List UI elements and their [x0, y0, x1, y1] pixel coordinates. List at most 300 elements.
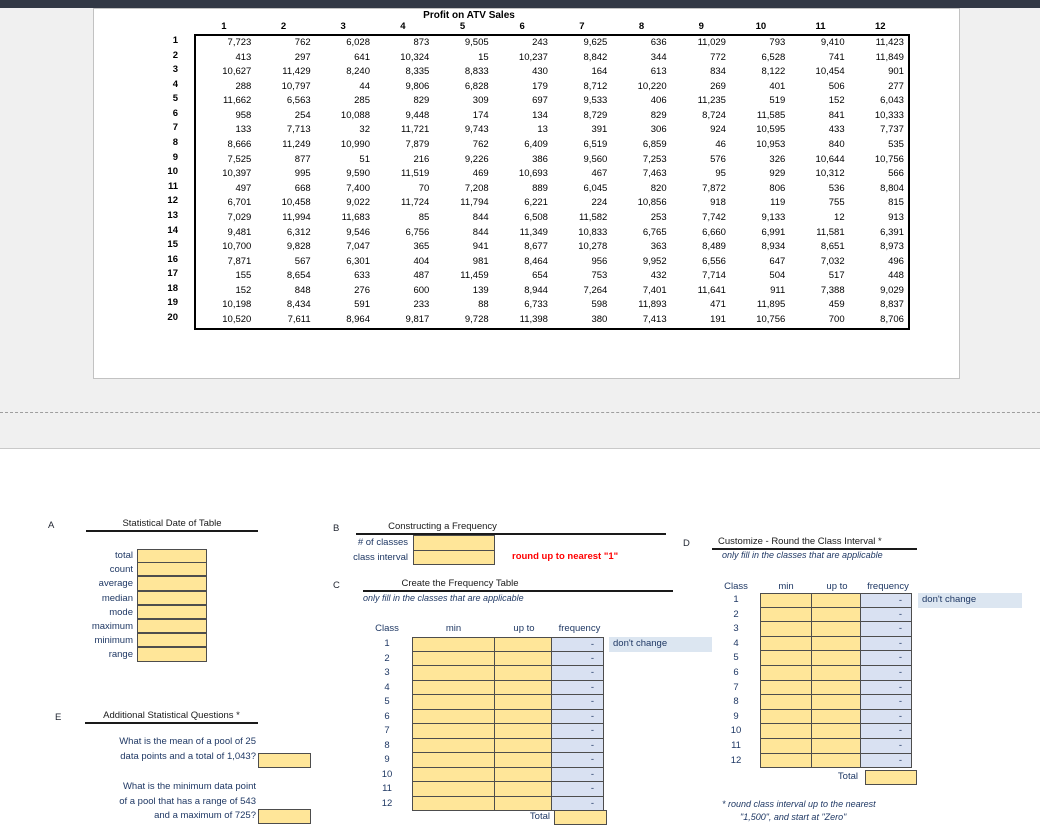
upto-input[interactable]	[811, 636, 861, 652]
main-table-cell: 7,388	[820, 284, 845, 296]
frequency-cell: -	[551, 767, 604, 783]
main-table-cell: 7,871	[227, 255, 252, 267]
main-table-cell: 10,856	[637, 197, 667, 209]
main-table-cell: 8,335	[405, 66, 430, 78]
main-table-cell: 413	[235, 51, 252, 63]
class-number: 6	[384, 710, 390, 722]
class-number: 8	[733, 696, 739, 708]
main-table-cell: 133	[235, 124, 252, 136]
question-1-line1: What is the mean of a pool of 25	[119, 736, 256, 747]
main-table-cell: 10,198	[222, 299, 252, 311]
upto-input[interactable]	[811, 723, 861, 739]
class-number: 5	[384, 696, 390, 707]
frequency-cell: -	[551, 651, 604, 667]
main-table-cell: 567	[294, 255, 311, 267]
upto-input[interactable]	[494, 709, 552, 725]
main-table-cell: 9,590	[346, 168, 370, 180]
row-header: 1	[172, 35, 178, 46]
main-table-cell: 8,964	[346, 313, 370, 325]
upto-input[interactable]	[811, 709, 861, 725]
main-table-cell: 51	[359, 153, 370, 165]
main-table-cell: 6,701	[227, 197, 252, 209]
main-table-cell: 504	[769, 270, 786, 282]
main-table-cell: 11,398	[519, 313, 548, 325]
main-data-table	[194, 34, 910, 330]
upto-input[interactable]	[494, 665, 552, 681]
min-input[interactable]	[760, 621, 812, 637]
min-input[interactable]	[760, 650, 812, 666]
main-table-cell: 11,029	[697, 37, 726, 48]
min-input[interactable]	[412, 651, 495, 667]
main-table-cell: 913	[888, 211, 904, 223]
main-table-cell: 9,133	[761, 211, 786, 223]
main-table-cell: 8,651	[820, 241, 845, 253]
main-table-cell: 9,743	[464, 124, 489, 136]
frequency-table-d-headers	[712, 581, 914, 592]
freq-class-row	[362, 637, 712, 652]
main-table-cell: 9,533	[583, 95, 608, 107]
main-table-row	[196, 153, 908, 168]
frequency-cell: -	[551, 723, 604, 739]
question-2-text	[60, 780, 256, 824]
freq-class-row	[712, 666, 1022, 681]
question-2-answer-input[interactable]	[258, 809, 311, 824]
main-table-cell: 829	[650, 109, 667, 121]
main-table-cell: 8,842	[583, 51, 608, 63]
upto-input[interactable]	[494, 680, 552, 696]
upto-input[interactable]	[494, 651, 552, 667]
min-input[interactable]	[760, 709, 812, 725]
main-table-cell: 430	[532, 66, 548, 78]
section-e-heading: Additional Statistical Questions *	[85, 710, 258, 724]
main-table-cell: 11,519	[400, 168, 430, 180]
freq-class-row	[362, 652, 712, 667]
section-d-heading: Customize - Round the Class Interval *	[718, 536, 882, 547]
min-input[interactable]	[412, 709, 495, 725]
stat-row	[40, 634, 207, 648]
main-table-cell: 233	[413, 299, 430, 311]
main-table-cell: 848	[294, 284, 311, 296]
d-total-cell	[865, 770, 917, 785]
main-table-cell: 9,817	[405, 313, 430, 325]
class-number: 10	[381, 768, 393, 780]
round-up-note: round up to nearest "1"	[512, 551, 619, 562]
min-input[interactable]	[412, 796, 495, 812]
main-table-cell: 633	[354, 270, 370, 282]
freq-class-row	[362, 739, 712, 754]
main-table-cell: 8,837	[880, 299, 904, 311]
frequency-cell: -	[860, 593, 912, 608]
num-classes-input[interactable]	[413, 535, 495, 551]
main-table-column-headers	[194, 21, 910, 32]
main-table-cell: 363	[650, 241, 667, 253]
main-table-cell: 7,032	[820, 255, 845, 267]
main-table-cell: 10,756	[874, 153, 904, 165]
class-number: 7	[384, 725, 390, 736]
frequency-cell: -	[551, 680, 604, 696]
main-table-cell: 11,585	[756, 109, 786, 121]
class-number: 11	[382, 783, 392, 794]
class-number: 9	[733, 710, 739, 722]
section-b-heading: Constructing a Frequency	[388, 521, 497, 532]
main-table-cell: 10,458	[281, 197, 311, 209]
main-table-cell: 815	[888, 197, 904, 209]
stat-row	[40, 648, 207, 662]
upto-input[interactable]	[494, 637, 552, 652]
main-table-cell: 668	[294, 182, 311, 194]
main-table-row	[196, 36, 908, 51]
stat-row	[40, 606, 207, 620]
main-table-cell: 297	[294, 51, 311, 63]
frequency-cell: -	[860, 709, 912, 725]
upto-input[interactable]	[811, 694, 861, 710]
row-header: 12	[167, 195, 178, 207]
stat-value-input[interactable]	[137, 619, 207, 633]
main-table-cell: 11,895	[756, 299, 786, 311]
upto-input[interactable]	[494, 694, 552, 710]
min-input[interactable]	[760, 607, 812, 623]
main-table-cell: 471	[710, 299, 726, 311]
main-table-cell: 9,546	[346, 226, 370, 238]
min-input[interactable]	[412, 680, 495, 696]
main-table-cell: 654	[532, 270, 548, 282]
main-table-cell: 9,828	[286, 241, 311, 253]
main-table-cell: 10,324	[400, 51, 430, 63]
main-table-cell: 6,733	[524, 299, 548, 311]
section-c-subheading: only fill in the classes that are applicable	[363, 593, 524, 603]
window-top-bar	[0, 0, 1040, 8]
main-table-cell: 11,849	[875, 51, 904, 63]
row-header: 16	[167, 253, 178, 265]
main-table-cell: 829	[413, 95, 430, 107]
row-header: 14	[167, 224, 178, 236]
row-header: 17	[167, 268, 178, 280]
main-table-cell: 344	[650, 51, 667, 63]
main-table-cell: 134	[532, 109, 548, 121]
section-d-letter: D	[683, 538, 690, 549]
column-header: min	[445, 623, 462, 634]
main-table-cell: 600	[413, 284, 430, 296]
frequency-cell: -	[551, 781, 604, 797]
main-table-cell: 11,994	[282, 211, 311, 223]
main-table-cell: 432	[650, 270, 667, 282]
upto-input[interactable]	[494, 752, 552, 768]
main-table-cell: 46	[715, 139, 726, 151]
question-2-line2: of a pool that has a range of 543	[119, 795, 256, 807]
min-input[interactable]	[760, 738, 812, 754]
main-table-cell: 386	[532, 153, 548, 165]
main-table-cell: 873	[413, 37, 430, 48]
frequency-cell: -	[860, 694, 912, 710]
min-input[interactable]	[760, 636, 812, 652]
main-table-cell: 10,278	[578, 241, 608, 253]
stat-value-input[interactable]	[137, 633, 207, 647]
question-2-line3: and a maximum of 725?	[154, 810, 256, 821]
main-table-cell: 762	[472, 139, 489, 151]
col-header: 3	[340, 21, 346, 32]
col-header: 8	[638, 21, 645, 32]
frequency-cell: -	[860, 680, 912, 696]
main-table-cell: 404	[413, 255, 430, 267]
frequency-cell: -	[860, 607, 912, 623]
class-number: 3	[733, 623, 739, 635]
main-table-cell: 11,349	[519, 226, 548, 238]
min-input[interactable]	[412, 781, 495, 797]
main-table-cell: 8,729	[583, 109, 608, 121]
min-input[interactable]	[412, 738, 495, 754]
num-classes-label: # of classes	[357, 537, 408, 548]
main-table-cell: 6,859	[642, 139, 667, 151]
main-table-cell: 8,654	[286, 270, 311, 282]
main-table-cell: 9,226	[464, 153, 489, 165]
freq-class-row	[362, 782, 712, 797]
column-header: Class	[724, 581, 748, 592]
main-table-cell: 433	[828, 124, 845, 136]
main-table-cell: 10,088	[340, 109, 370, 121]
min-input[interactable]	[760, 753, 812, 769]
main-table-cell: 277	[888, 80, 904, 92]
main-table-cell: 7,463	[642, 168, 667, 180]
main-table-cell: 306	[650, 124, 667, 136]
main-table-cell: 762	[294, 37, 311, 48]
row-header: 7	[172, 122, 178, 134]
main-table-cell: 753	[591, 270, 608, 282]
main-table-cell: 7,714	[702, 270, 726, 282]
main-table-cell: 487	[413, 270, 430, 282]
class-interval-label: class interval	[353, 552, 408, 563]
main-table-cell: 7,737	[880, 124, 904, 136]
main-table-cell: 224	[591, 197, 608, 209]
main-table-cell: 11,893	[638, 299, 667, 311]
main-table-cell: 641	[354, 51, 370, 63]
col-header: 9	[698, 21, 704, 32]
main-table-cell: 11,581	[816, 226, 845, 238]
main-table-cell: 10,237	[518, 51, 548, 63]
main-table-cell: 11,235	[697, 95, 726, 107]
main-table-cell: 70	[418, 182, 430, 194]
main-table-cell: 406	[650, 95, 667, 107]
main-table-row	[196, 109, 908, 124]
upto-input[interactable]	[811, 621, 861, 637]
min-input[interactable]	[412, 665, 495, 681]
row-header: 6	[172, 107, 178, 119]
upto-input[interactable]	[494, 738, 552, 754]
class-number: 5	[733, 652, 739, 664]
main-table-row	[196, 196, 908, 211]
main-table-cell: 11,721	[400, 124, 430, 136]
main-table-cell: 448	[888, 270, 904, 282]
row-header: 18	[167, 282, 178, 294]
column-header: frequency	[867, 581, 909, 592]
row-header: 20	[167, 311, 178, 323]
main-table-cell: 10,953	[756, 139, 786, 151]
min-input[interactable]	[412, 767, 495, 783]
main-table-row	[196, 94, 908, 109]
upto-input[interactable]	[494, 796, 552, 812]
main-table-cell: 8,122	[761, 66, 786, 78]
section-e-letter: E	[55, 712, 62, 723]
main-table-cell: 6,556	[702, 255, 726, 267]
main-table-cell: 164	[591, 66, 608, 78]
main-table-cell: 918	[710, 197, 726, 209]
main-table-cell: 6,765	[642, 226, 667, 238]
min-input[interactable]	[760, 593, 812, 608]
stat-value-input[interactable]	[137, 549, 207, 563]
min-input[interactable]	[760, 680, 812, 696]
column-header: Class	[375, 623, 399, 634]
main-table-cell: 10,627	[222, 66, 252, 78]
stat-value-input[interactable]	[137, 647, 207, 661]
main-table-cell: 10,990	[340, 139, 370, 151]
frequency-table-d	[712, 593, 1022, 768]
col-header: 4	[400, 21, 406, 32]
stat-value-input[interactable]	[137, 562, 207, 576]
upto-input[interactable]	[494, 781, 552, 797]
main-table-cell: 11,683	[341, 211, 370, 223]
freq-class-row	[362, 710, 712, 725]
upto-input[interactable]	[811, 593, 861, 608]
main-table-cell: 496	[888, 255, 904, 267]
freq-class-row	[712, 739, 1022, 754]
stat-value-input[interactable]	[137, 591, 207, 605]
main-table-cell: 8,712	[583, 80, 608, 92]
main-table-cell: 10,756	[756, 313, 786, 325]
section-a-letter: A	[48, 520, 55, 531]
min-input[interactable]	[412, 694, 495, 710]
main-table-cell: 6,043	[880, 95, 904, 107]
class-interval-input[interactable]	[413, 550, 495, 566]
main-table-cell: 924	[710, 124, 726, 136]
section-b-letter: B	[333, 523, 340, 534]
upto-input[interactable]	[811, 607, 861, 623]
question-2-line1: What is the minimum data point	[122, 781, 256, 792]
main-table-cell: 841	[828, 109, 845, 121]
upto-input[interactable]	[811, 680, 861, 696]
frequency-cell: -	[860, 621, 912, 637]
dont-change-note: don't change	[609, 637, 712, 652]
frequency-cell: -	[551, 694, 604, 710]
main-table-cell: 6,991	[761, 226, 786, 238]
class-number: 7	[733, 681, 739, 693]
column-header: up to	[826, 581, 848, 592]
main-table-cell: 995	[294, 168, 311, 180]
main-table-cell: 6,563	[286, 95, 311, 107]
stat-label: average	[98, 578, 133, 590]
question-1-answer-input[interactable]	[258, 753, 311, 768]
col-header: 2	[280, 21, 287, 32]
main-table-cell: 8,464	[524, 255, 548, 267]
main-table-cell: 9,806	[405, 80, 430, 92]
min-input[interactable]	[760, 694, 812, 710]
main-table-cell: 519	[769, 95, 786, 107]
main-table-cell: 958	[235, 109, 252, 121]
frequency-cell: -	[860, 738, 912, 754]
main-table-row	[196, 211, 908, 226]
frequency-cell: -	[551, 665, 604, 681]
main-table-row	[196, 269, 908, 284]
main-table-cell: 6,221	[524, 197, 548, 209]
main-table-cell: 6,660	[702, 226, 726, 238]
stat-row	[40, 577, 207, 591]
main-table-cell: 8,724	[702, 109, 726, 121]
main-table-cell: 10,700	[222, 241, 252, 253]
main-table-cell: 10,333	[874, 109, 904, 121]
freq-class-row	[362, 753, 712, 768]
row-header: 19	[167, 297, 178, 309]
main-table-cell: 844	[472, 211, 489, 223]
main-table-cell: 467	[591, 168, 608, 180]
class-number: 2	[384, 652, 390, 664]
frequency-cell: -	[860, 753, 912, 769]
worksheet-page-2	[0, 448, 1040, 834]
main-table-cell: 401	[769, 80, 786, 92]
upto-input[interactable]	[811, 650, 861, 666]
main-table-cell: 566	[888, 168, 904, 180]
main-table-cell: 7,029	[227, 211, 252, 223]
stat-label: range	[108, 649, 133, 661]
section-a-heading: Statistical Date of Table	[86, 518, 258, 532]
min-input[interactable]	[412, 723, 495, 739]
min-input[interactable]	[412, 752, 495, 768]
main-table-cell: 517	[828, 270, 845, 282]
stat-value-input[interactable]	[137, 576, 207, 590]
stat-label: total	[115, 550, 133, 561]
main-table-cell: 309	[472, 95, 489, 107]
upto-input[interactable]	[811, 753, 861, 769]
main-table-cell: 820	[650, 182, 667, 194]
upto-input[interactable]	[811, 665, 861, 681]
min-input[interactable]	[760, 665, 812, 681]
main-table-cell: 844	[472, 226, 489, 238]
frequency-cell: -	[860, 636, 912, 652]
upto-input[interactable]	[494, 723, 552, 739]
main-table-cell: 119	[770, 197, 786, 209]
main-table-cell: 326	[769, 153, 786, 165]
column-header: min	[778, 581, 794, 592]
main-table-cell: 6,045	[583, 182, 608, 194]
stat-label: median	[101, 592, 133, 604]
stat-label: minimum	[94, 635, 133, 647]
min-input[interactable]	[760, 723, 812, 739]
upto-input[interactable]	[811, 738, 861, 754]
stat-row	[40, 563, 207, 577]
col-header: 6	[519, 21, 525, 32]
col-header: 11	[815, 21, 826, 32]
main-table-row	[196, 80, 908, 95]
col-header: 10	[755, 21, 767, 32]
main-table-cell: 8,804	[880, 182, 904, 194]
row-header: 13	[167, 209, 178, 221]
min-input[interactable]	[412, 637, 495, 652]
main-table-cell: 11,582	[578, 211, 608, 223]
frequency-cell: -	[860, 723, 912, 739]
section-b-underline	[356, 533, 666, 535]
frequency-cell: -	[551, 637, 604, 652]
statistics-input-list	[40, 549, 207, 663]
main-table-cell: 10,595	[756, 124, 786, 136]
main-table-cell: 7,413	[642, 313, 667, 325]
main-table-cell: 10,520	[222, 313, 252, 325]
main-table-cell: 469	[472, 168, 489, 180]
main-table-cell: 7,401	[642, 284, 667, 296]
main-table-cell: 6,528	[761, 51, 786, 63]
class-number: 11	[731, 739, 741, 751]
upto-input[interactable]	[494, 767, 552, 783]
stat-value-input[interactable]	[137, 605, 207, 619]
freq-class-row	[712, 754, 1022, 769]
row-header: 15	[167, 239, 178, 251]
class-number: 6	[733, 666, 739, 678]
